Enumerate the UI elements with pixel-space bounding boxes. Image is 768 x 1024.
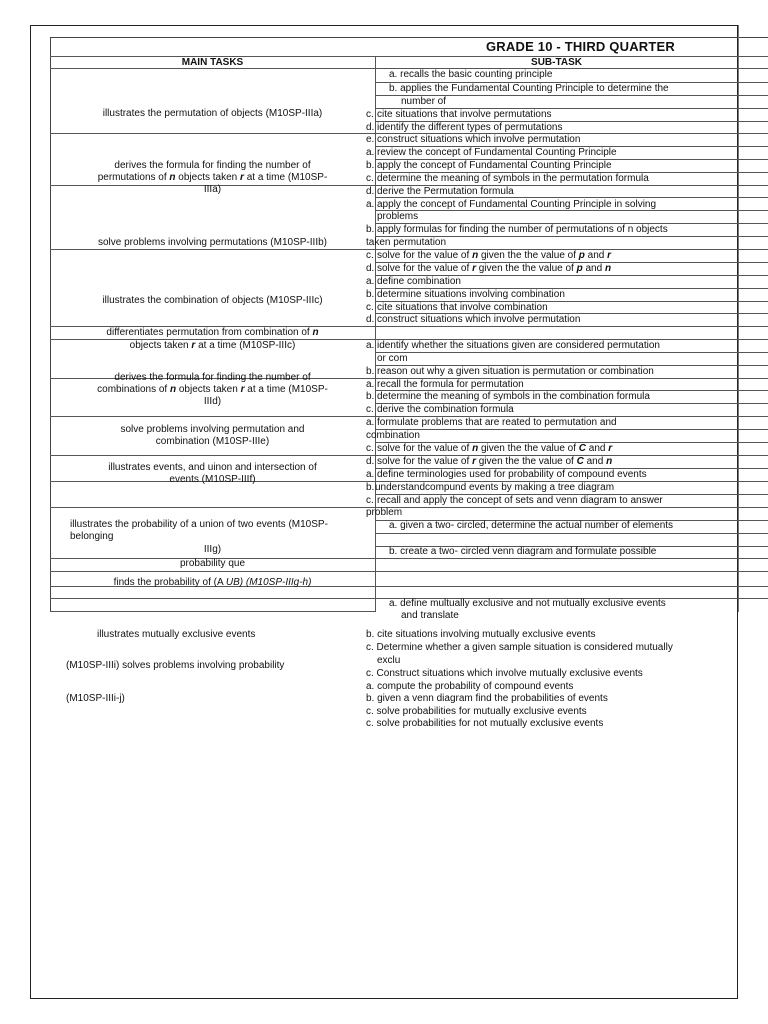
sub-task-item: determine the meaning of symbols in the combination formula (377, 391, 650, 402)
rule (375, 352, 768, 353)
main-task-derive-combination-l2: combinations of n objects taken r at a time (M10SP- (97, 384, 328, 395)
sub-task-item: identify the different types of permutations (377, 122, 563, 133)
sub-task-item: cite situations that involve permutations (377, 109, 552, 120)
sub-task-item: taken permutation (366, 237, 447, 248)
main-task-solve-pc-l2: combination (M10SP-IIIe) (155, 436, 270, 447)
rule (375, 429, 768, 430)
main-task-mutually-exclusive: illustrates mutually exclusive events (97, 629, 256, 640)
main-task-solve-pc-l1: solve problems involving permutation and (120, 424, 305, 435)
main-task-derive-combination-l3: IIId) (203, 396, 222, 407)
main-task-union-l3: IIIg) (203, 544, 222, 555)
sub-task-marker: a. (366, 276, 375, 287)
main-tasks-header: MAIN TASKS (181, 57, 244, 68)
sub-task-item: identify whether the situations given are considered permutation (377, 340, 660, 351)
sub-task-marker: e. (366, 134, 375, 145)
sub-task-item: problem (366, 507, 403, 518)
sub-task-marker: d. (366, 456, 375, 467)
sub-task-item: apply the concept of Fundamental Counting Principle in solving (377, 199, 657, 210)
sub-task-item: b. cite situations involving mutually exclusive events (366, 629, 596, 640)
sub-task-marker: d. (366, 263, 375, 274)
sub-task-item: determine the meaning of symbols in the permutation formula (377, 173, 649, 184)
sub-task-marker: d. (366, 186, 375, 197)
sub-task-marker: b. (366, 289, 375, 300)
main-task-union-l2: belonging (70, 531, 114, 542)
main-task-derive-permutation-l1: derives the formula for finding the number of (114, 160, 311, 171)
sub-task-marker: b. (366, 482, 375, 493)
sub-task-item: problems (377, 211, 419, 222)
sub-task-item: a. compute the probability of compound events (366, 681, 574, 692)
sub-task-marker: c. (366, 109, 374, 120)
sub-task-item: number of (401, 96, 447, 107)
sub-task-item: derive the combination formula (377, 404, 514, 415)
sub-task-item: derive the Permutation formula (377, 186, 514, 197)
main-task-events-l2: events (M10SP-IIIf) (169, 474, 256, 485)
sub-task-item: solve for the value of r given the the value of C and n (377, 456, 613, 467)
rule (50, 571, 768, 572)
sub-task-marker: a. (366, 199, 375, 210)
sub-task-item: a. given a two- circled, determine the actual number of elements (389, 520, 674, 531)
main-task-events-l1: illustrates events, and uinon and intersection of (108, 462, 317, 473)
sub-task-marker: c. (366, 302, 374, 313)
rule (50, 611, 375, 612)
sub-task-item: c. Construct situations which involve mutually exclusive events (366, 668, 643, 679)
sub-task-item: apply the concept of Fundamental Counting Principle (377, 160, 612, 171)
page-title: GRADE 10 - THIRD QUARTER (486, 39, 675, 54)
sub-task-marker: a. (366, 417, 375, 428)
main-task-union-l1: illustrates the probability of a union of two events (M10SP- (70, 519, 328, 530)
main-task-derive-combination-l1: derives the formula for finding the number of (114, 372, 311, 383)
sub-task-marker: b. (366, 160, 375, 171)
sub-task-marker: c. (366, 173, 374, 184)
main-task-solve-probability: (M10SP-IIIi) solves problems involving probability (66, 660, 285, 671)
sub-task-item: cite situations that involve combination (377, 302, 548, 313)
sub-task-marker: c. (366, 495, 374, 506)
sub-task-marker: c. (366, 443, 374, 454)
sub-task-header: SUB-TASK (531, 57, 582, 68)
sub-task-item: define combination (377, 276, 461, 287)
main-task-probability-que: probability que (179, 558, 246, 569)
sub-task-item: b. create a two- circled venn diagram and formulate possible (389, 546, 657, 557)
sub-task-item: c. solve probabilities for mutually exclusive events (366, 706, 587, 717)
sub-task-item: solve for the value of n given the the value of p and r (377, 250, 612, 261)
main-task-solve-permutations: solve problems involving permutations (M10SP-IIIb) (98, 237, 327, 248)
sub-task-marker: d. (366, 314, 375, 325)
sub-task-item: recall and apply the concept of sets and venn diagram to answer (377, 495, 663, 506)
main-task-differentiate-l1: differentiates permutation from combination of n (106, 327, 319, 338)
sub-task-marker: a. (366, 147, 375, 158)
right-edge-line (738, 25, 739, 612)
sub-task-marker: d. (366, 122, 375, 133)
sub-task-item: recall the formula for permutation (377, 379, 524, 390)
rule (375, 533, 768, 534)
sub-task-item: determine situations involving combination (377, 289, 565, 300)
sub-task-item: b. applies the Fundamental Counting Principle to determine the (389, 83, 669, 94)
sub-task-item: a. define multually exclusive and not mutually exclusive events (389, 598, 666, 609)
sub-task-item: b. given a venn diagram find the probabilities of events (366, 693, 608, 704)
sub-task-item: a. recalls the basic counting principle (389, 69, 553, 80)
sub-task-item: c. Determine whether a given sample situation is considered mutually (366, 642, 673, 653)
sub-task-item: reason out why a given situation is permutation or combination (377, 366, 654, 377)
main-task-derive-permutation-l2: permutations of n objects taken r at a time (M10SP- (97, 172, 328, 183)
sub-task-item: exclu (377, 655, 401, 666)
sub-task-item: formulate problems that are reated to permutation and (377, 417, 617, 428)
sub-task-item: define terminologies used for probability of compound events (377, 469, 647, 480)
main-task-differentiate-l2: objects taken r at a time (M10SP-IIIc) (129, 340, 296, 351)
sub-task-item: review the concept of Fundamental Counting Principle (377, 147, 617, 158)
sub-task-item: solve for the value of n given the the value of C and r (377, 443, 613, 454)
rule (50, 507, 768, 508)
main-task-permutation: illustrates the permutation of objects (M10SP-IIIa) (102, 108, 323, 119)
sub-task-marker: c. (366, 404, 374, 415)
column-divider (375, 56, 376, 612)
sub-task-item: apply formulas for finding the number of permutations of n objects (377, 224, 668, 235)
sub-task-marker: a. (366, 379, 375, 390)
rule (375, 210, 768, 211)
main-task-derive-permutation-l3: IIIa) (203, 184, 222, 195)
sub-task-marker: b. (366, 366, 375, 377)
main-task-code: (M10SP-IIIi-j) (66, 693, 125, 704)
sub-task-item: construct situations which involve permutation (377, 314, 581, 325)
sub-task-marker: a. (366, 340, 375, 351)
sub-task-marker: b. (366, 224, 375, 235)
sub-task-item: and translate (401, 610, 459, 621)
sub-task-item: understandcompund events by making a tree diagram (375, 482, 615, 493)
sub-task-marker: b. (366, 391, 375, 402)
main-task-combination: illustrates the combination of objects (M10SP-IIIc) (102, 295, 323, 306)
main-task-find-probability: finds the probability of (A UB) (M10SP-IIIg-h) (113, 577, 312, 588)
sub-task-item: combination (366, 430, 420, 441)
sub-task-item: c. solve probabilities for not mutually exclusive events (366, 718, 604, 729)
sub-task-marker: a. (366, 469, 375, 480)
sub-task-item: construct situations which involve permutation (377, 134, 581, 145)
sub-task-marker: c. (366, 250, 374, 261)
sub-task-item: solve for the value of r given the the value of p and n (377, 263, 612, 274)
sub-task-item: or com (377, 353, 408, 364)
rule (375, 197, 768, 198)
